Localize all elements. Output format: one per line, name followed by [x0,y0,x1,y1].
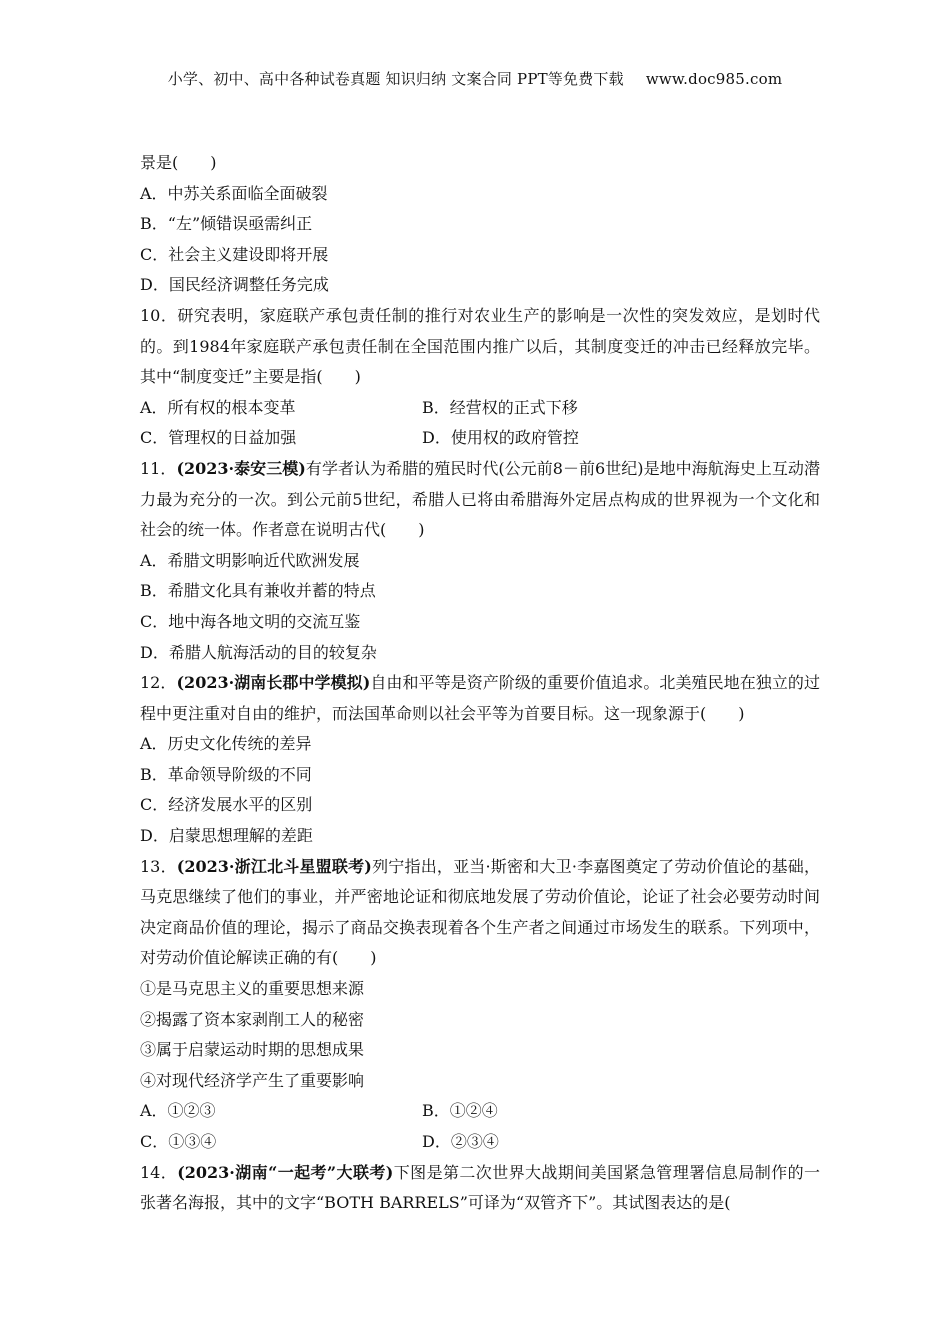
option-d: D．启蒙思想理解的差距 [140,826,313,846]
question-text: 有学者认为希腊的殖民时代(公元前8－前6世纪)是地中海航海史上互动潜力最为充分的一次。到公元前5世纪，希腊人已将由希腊海外定居点构成的世界视为一个文化和社会的统一体。作者意在说明古代( ) [140,458,820,540]
option-c: C．经济发展水平的区别 [140,795,313,815]
statement-2: ②揭露了资本家剥削工人的秘密 [140,1009,365,1029]
option-d: D．②③④ [422,1132,499,1151]
header-website: www.doc985.com [645,70,783,88]
statement-3: ③属于启蒙运动时期的思想成果 [140,1040,365,1060]
option-c: C．地中海各地文明的交流互鉴 [140,611,361,631]
question-10 [140,301,820,454]
question-text: 下图是第二次世界大战期间美国紧急管理署信息局制作的一张著名海报，其中的文字“BOTH BARRELS”可译为“双管齐下”。其试图表达的是( [140,1162,820,1213]
question-source: (2023·湖南长郡中学模拟) [176,673,371,693]
statement-4: ④对现代经济学产生了重要影响 [140,1070,365,1090]
option-a: A．希腊文明影响近代欧洲发展 [140,550,360,570]
option-a: A．历史文化传统的差异 [140,734,312,754]
header-slogan: 小学、初中、高中各种试卷真题 知识归纳 文案合同 PPT等免费下载 [167,70,624,88]
page-header [0,68,950,89]
option-row [140,1096,820,1127]
option-row [140,1127,820,1158]
question-stem [140,1158,820,1219]
question-stem [140,668,820,729]
question-9 [140,148,820,301]
option-b: B．革命领导阶级的不同 [140,764,312,784]
question-stem: 10．研究表明，家庭联产承包责任制的推行对农业生产的影响是一次性的突发效应，是划时代的。到1984年家庭联产承包责任制在全国范围内推广以后，其制度变迁的冲击已经释放完毕。其中“制度变迁”主要是指( ) [140,305,820,387]
exam-content [140,148,820,1219]
question-12 [140,668,820,852]
question-14 [140,1158,820,1219]
option-d: D．希腊人航海活动的目的较复杂 [140,642,377,662]
question-stem [140,852,820,974]
option-c: C．社会主义建设即将开展 [140,244,329,264]
option-c: C．管理权的日益加强 [140,428,297,448]
question-13 [140,852,820,1158]
question-stem [140,454,820,546]
option-b: B．经营权的正式下移 [422,397,578,417]
question-text: 列宁指出，亚当·斯密和大卫·李嘉图奠定了劳动价值论的基础，马克思继续了他们的事业，并严密地论证和彻底地发展了劳动价值论，论证了社会必要劳动时间决定商品价值的理论，揭示了商品交换表现着各个生产者之间通过市场发生的联系。下列项中，对劳动价值论解读正确的有( ) [140,856,820,968]
option-d: D．使用权的政府管控 [422,428,579,448]
option-b: B．“左”倾错误亟需纠正 [140,214,313,234]
question-number: 14． [140,1162,178,1182]
question-number: 12． [140,673,177,693]
option-d: D．国民经济调整任务完成 [140,275,329,295]
question-stem: 景是( ) [140,153,217,172]
option-a: A．①②③ [140,1101,216,1121]
question-text: 自由和平等是资产阶级的重要价值追求。北美殖民地在独立的过程中更注重对自由的维护，而法国革命则以社会平等为首要目标。这一现象源于( ) [140,673,820,723]
question-number: 13． [140,856,177,876]
question-source: (2023·泰安三模) [176,458,306,478]
question-number: 11． [140,458,177,478]
question-source: (2023·浙江北斗星盟联考) [176,856,372,876]
question-11 [140,454,820,668]
option-a: A．中苏关系面临全面破裂 [140,183,328,203]
option-b: B．①②④ [422,1101,498,1121]
option-a: A．所有权的根本变革 [140,397,296,417]
option-c: C．①③④ [140,1132,217,1151]
option-row [140,423,820,454]
option-b: B．希腊文化具有兼收并蓄的特点 [140,581,376,601]
statement-1: ①是马克思主义的重要思想来源 [140,979,365,999]
option-row [140,393,820,424]
question-source: (2023·湖南“一起考”大联考) [177,1162,394,1182]
